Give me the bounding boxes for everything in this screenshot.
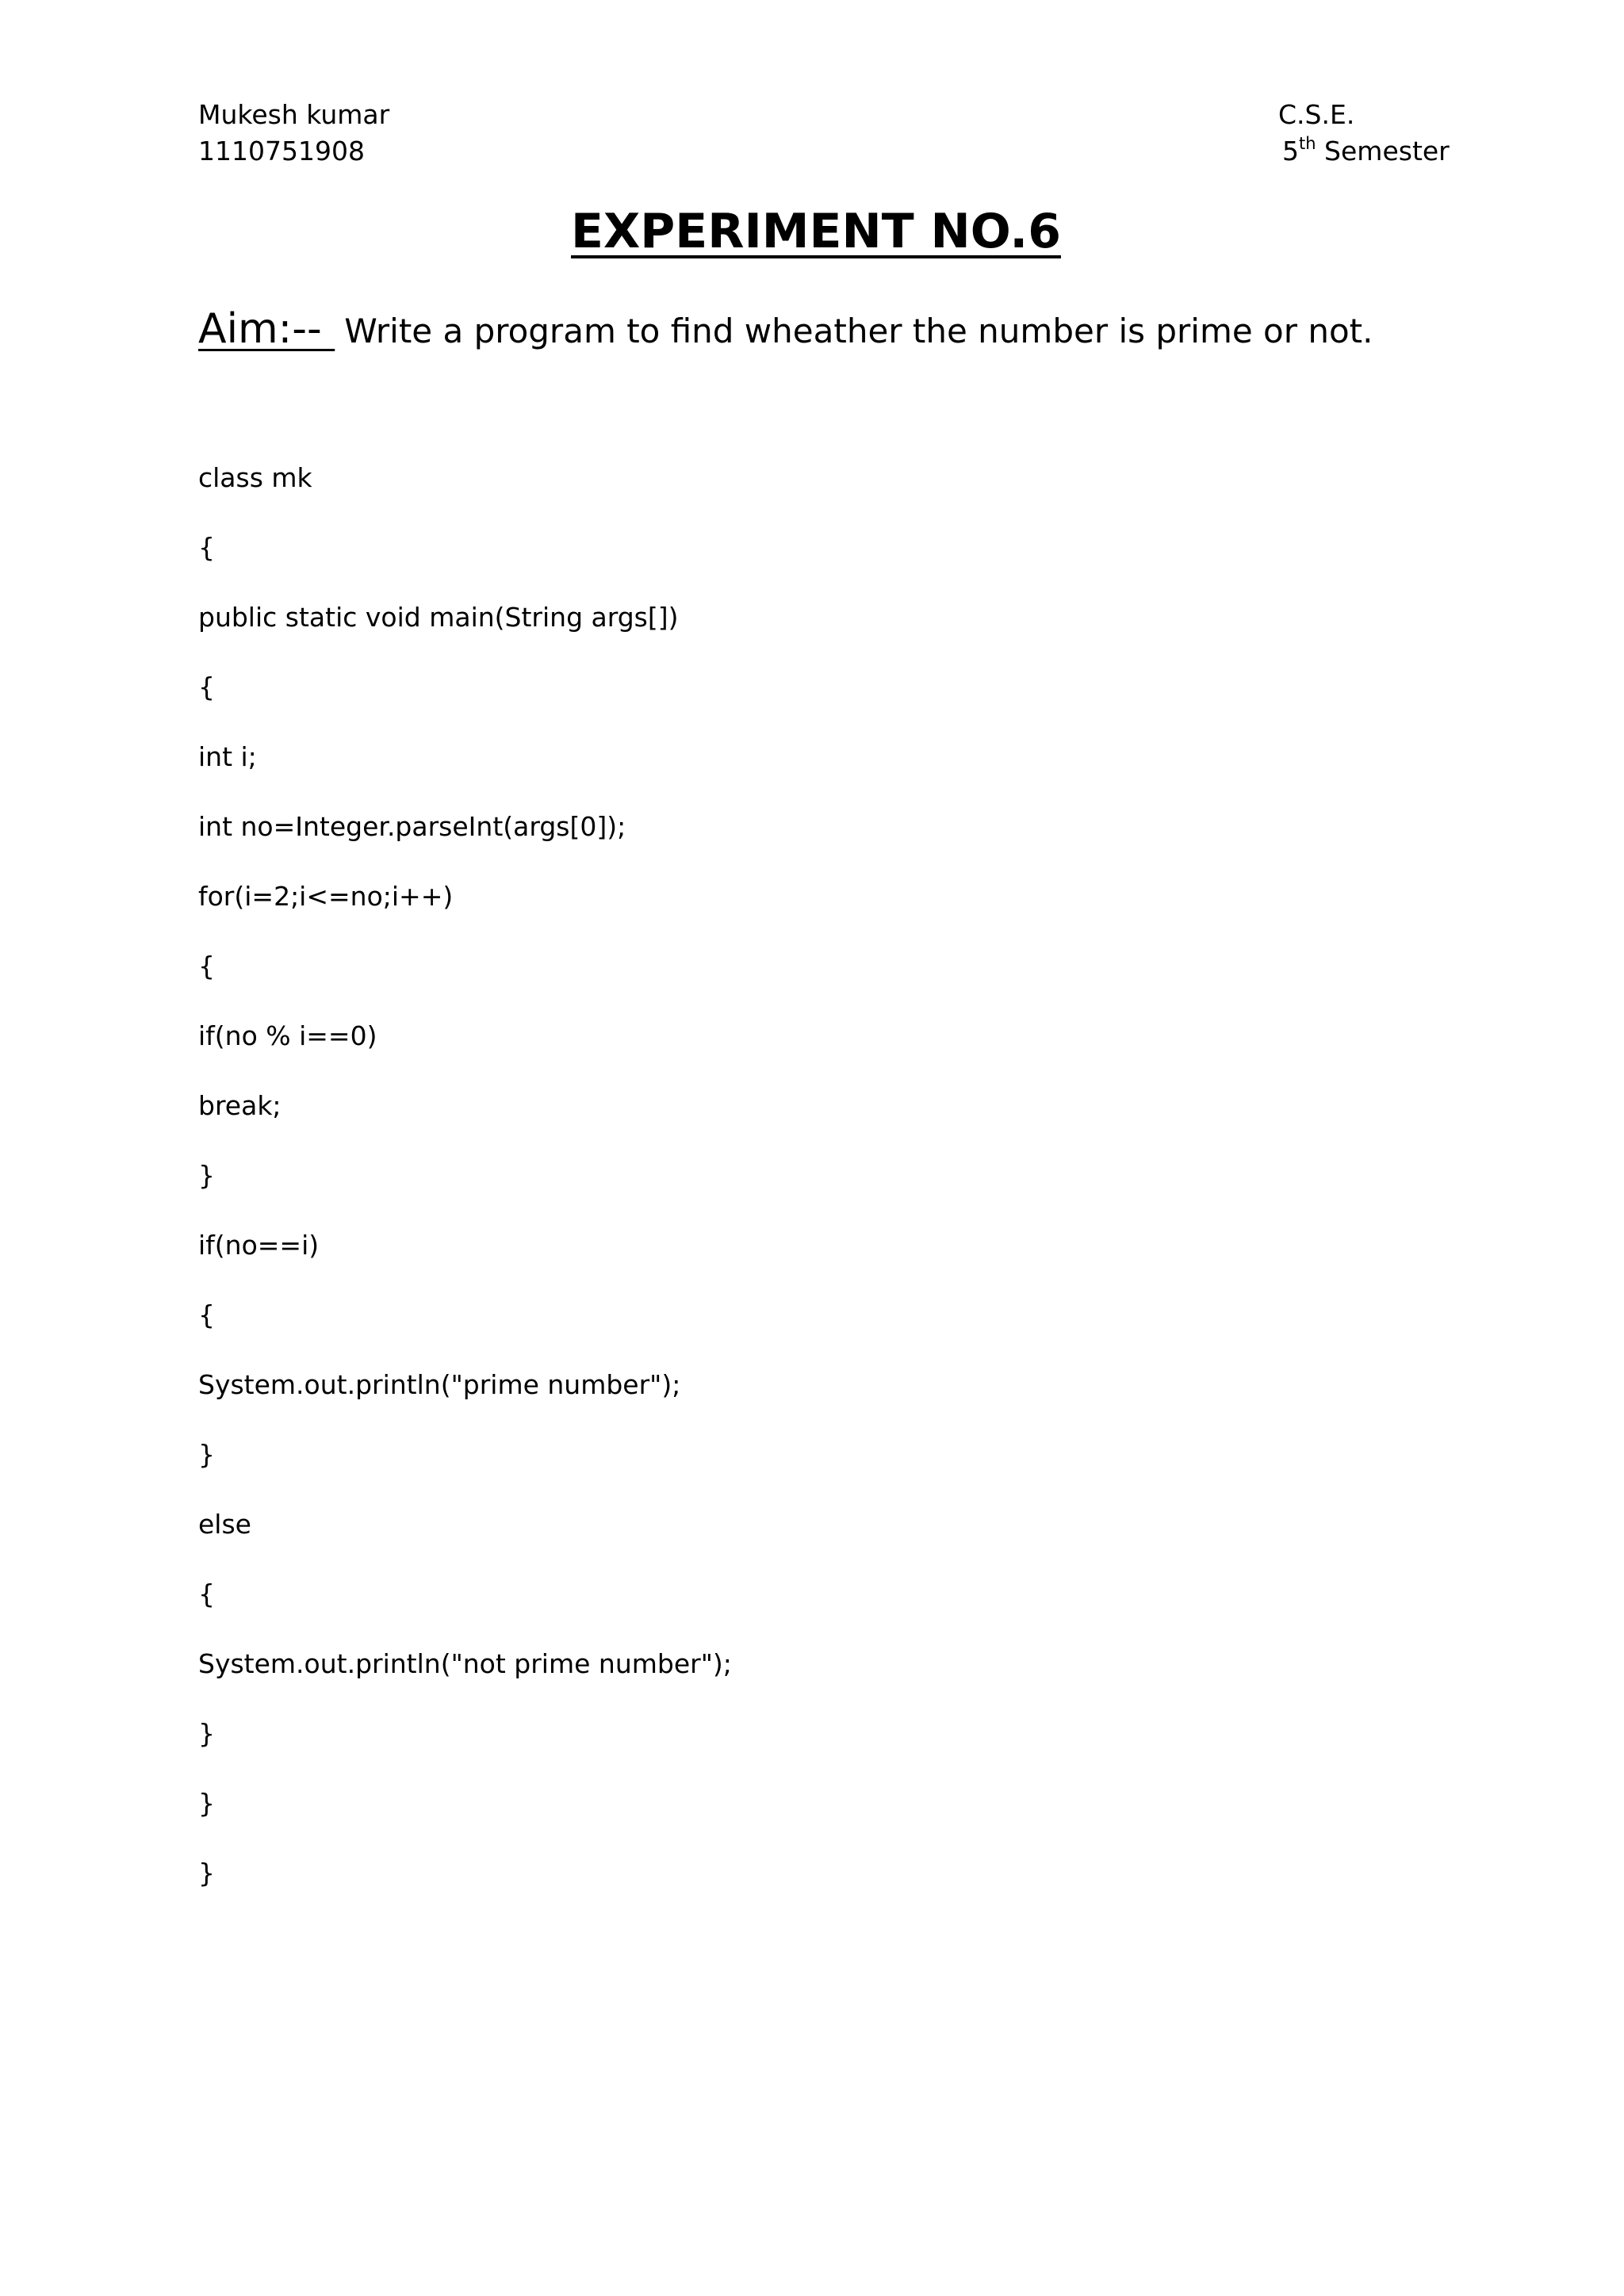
aim-text: Write a program to find wheather the number is prime or not.	[344, 312, 1373, 350]
code-line: int i;	[198, 741, 257, 772]
code-line: }	[198, 1858, 215, 1888]
code-line: {	[198, 532, 215, 563]
code-line: for(i=2;i<=no;i++)	[198, 881, 454, 912]
code-line: System.out.println("not prime number");	[198, 1648, 732, 1679]
code-line: public static void main(String args[])	[198, 602, 679, 633]
aim-statement	[198, 301, 1373, 359]
semester-number: 5	[1282, 136, 1299, 166]
department: C.S.E.	[1278, 99, 1355, 130]
code-line: if(no % i==0)	[198, 1020, 377, 1051]
semester-suffix: th	[1299, 134, 1316, 153]
semester-label: Semester	[1324, 136, 1450, 166]
code-line: {	[198, 951, 215, 982]
experiment-title-block	[0, 200, 1624, 263]
experiment-title: EXPERIMENT NO.6	[571, 204, 1061, 259]
code-line: {	[198, 1299, 215, 1330]
code-line: int no=Integer.parseInt(args[0]);	[198, 811, 626, 842]
code-line: else	[198, 1509, 251, 1540]
roll-number: 1110751908	[198, 136, 365, 166]
code-line: if(no==i)	[198, 1230, 320, 1261]
code-line: System.out.println("prime number");	[198, 1369, 681, 1400]
code-listing	[198, 456, 732, 1921]
code-line: {	[198, 1578, 215, 1609]
code-line: break;	[198, 1090, 282, 1121]
code-line: {	[198, 672, 215, 702]
author-name: Mukesh kumar	[198, 99, 390, 130]
code-line: }	[198, 1718, 215, 1749]
semester	[1282, 133, 1450, 170]
code-line: }	[198, 1788, 215, 1819]
aim-label: Aim:--	[198, 305, 335, 353]
code-line: class mk	[198, 462, 312, 493]
code-line: }	[198, 1160, 215, 1191]
code-line: }	[198, 1439, 215, 1470]
